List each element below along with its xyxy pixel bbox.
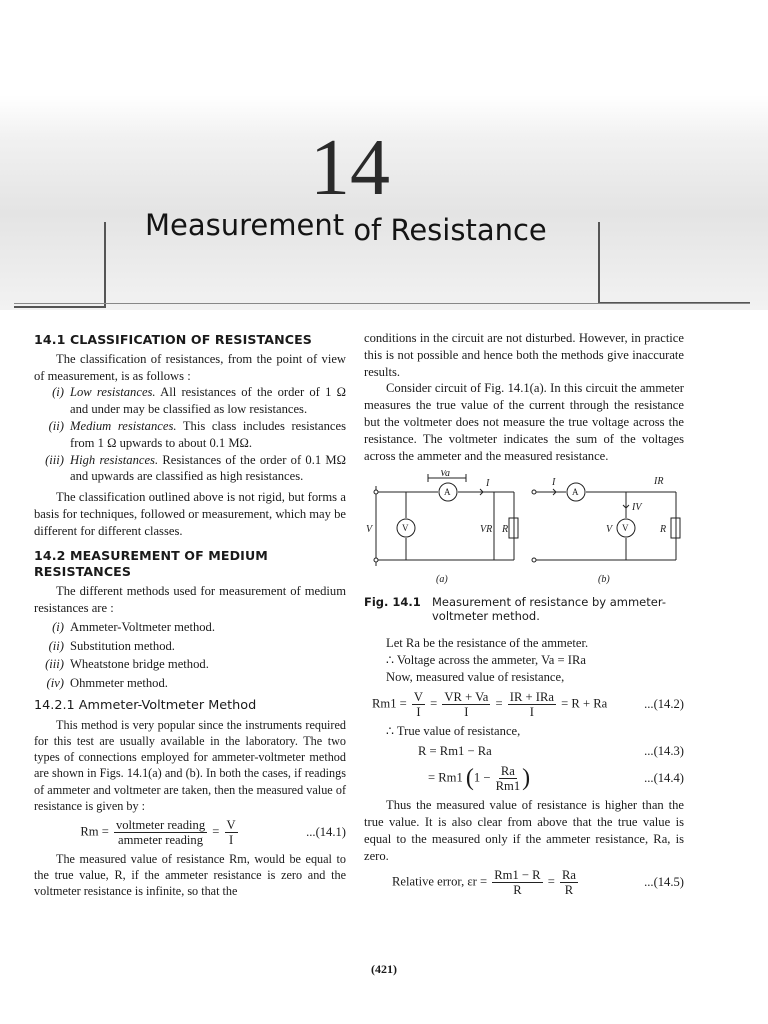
- eq-lhs: = Rm1: [428, 770, 463, 785]
- fraction: [492, 868, 542, 897]
- term: High resistances.: [70, 452, 159, 467]
- numerator: V: [413, 689, 424, 704]
- list-body: Substitution method.: [70, 638, 175, 653]
- list-body: [70, 452, 346, 486]
- figure-14-1: [364, 470, 684, 623]
- chapter-title-word1: Measurement: [145, 208, 345, 242]
- fraction: [114, 818, 207, 847]
- figure-a-label: (a): [436, 574, 448, 586]
- chapter-number: 14: [310, 124, 390, 212]
- paragraph: Now, measured value of resistance,: [386, 669, 565, 684]
- voltmeter-label: V: [402, 523, 409, 534]
- resistor-label: R: [502, 524, 509, 536]
- current-arrow: [548, 489, 556, 495]
- numerator: Rm1 − R: [494, 868, 541, 883]
- list-item: [34, 418, 346, 452]
- section-heading-14-1: 14.1 CLASSIFICATION OF RESISTANCES: [34, 332, 312, 347]
- equation-14-5: [364, 868, 684, 897]
- paragraph: ∴ True value of resistance,: [386, 723, 521, 738]
- chapter-title-word2: of Resistance: [353, 213, 547, 247]
- paragraph: The classification of resistances, from the point of view of measurement, is as follows :: [34, 351, 346, 383]
- term: Low resistances.: [70, 385, 156, 400]
- numerator: VR + Va: [444, 689, 489, 704]
- denominator: I: [229, 832, 234, 847]
- denominator: Rm1: [495, 779, 521, 794]
- list-item: [34, 384, 346, 418]
- decorative-bracket-left: [14, 222, 106, 308]
- list-item: [34, 656, 346, 673]
- denominator: R: [564, 883, 574, 898]
- numerator: Ra: [500, 764, 515, 779]
- list-number: (iii): [45, 452, 64, 467]
- paragraph: The classification outlined above is not rigid, but forms a basis for techniques, followed or measurement, which may be different for different classes.: [34, 490, 346, 538]
- equation-tag: ...(14.2): [644, 696, 684, 711]
- left-column: [34, 330, 346, 900]
- list-number: (ii): [48, 638, 64, 653]
- ammeter-label: A: [572, 487, 579, 498]
- paragraph: The different methods used for measurement of medium resistances are :: [34, 584, 346, 615]
- equation-body: Rm1 = $\frac{V}{I}$ = $\frac{VR + Va}{I}$ = $\frac{\text{IR + IRa}}{I}$ = R + Ra: [372, 689, 608, 719]
- current-label: I: [552, 477, 556, 489]
- denominator: I: [464, 704, 469, 719]
- equation-tag: ...(14.1): [306, 825, 346, 840]
- term-text: Resistances of the order of 0.1 MΩ and upwards are classified as high resistances.: [70, 452, 346, 484]
- denominator: ammeter reading: [118, 832, 204, 847]
- circuit-b: [532, 483, 680, 562]
- fraction: [412, 690, 425, 719]
- equation-body: Relative error, εr = $\frac{Rm1 - R}{R}$ = $\frac{Ra}{R}$: [392, 868, 576, 898]
- figure-caption-label: Fig. 14.1: [364, 595, 421, 610]
- fraction: [496, 764, 521, 793]
- paragraph: Consider circuit of Fig. 14.1(a). In this circuit the ammeter measures the true value of the current through the resistance but the voltmeter does not measure the true voltage across the resistance. The voltmeter indicates the sum of the voltages across the ammeter and the measured resistance.: [364, 381, 684, 463]
- list-number: (iii): [45, 657, 64, 672]
- terminal-node: [532, 558, 536, 562]
- list-item: [34, 675, 346, 692]
- equation-14-2: [364, 690, 684, 719]
- list-number: (i): [52, 385, 64, 400]
- ammeter-label: A: [444, 487, 451, 498]
- list-number: (iv): [46, 676, 64, 691]
- equation-tag: ...(14.4): [644, 771, 684, 786]
- equation-14-3: [364, 743, 684, 760]
- eq-inner: 1 −: [473, 770, 491, 785]
- list-body: [70, 384, 346, 418]
- list-item: [34, 638, 346, 655]
- denominator: I: [529, 704, 534, 719]
- list-item: [34, 619, 346, 636]
- eq-lhs: Rm1 =: [372, 695, 407, 710]
- term-text: This class includes resistances from 1 Ω upwards to about 0.1 MΩ.: [70, 418, 346, 450]
- current-label: I: [486, 478, 490, 490]
- vr-label: VR: [480, 524, 493, 536]
- iv-label: IV: [632, 502, 642, 514]
- paragraph: The measured value of resistance Rm, would be equal to the true value, R, if the ammeter resistance is zero and the voltmeter resistance is infinite, so that the: [34, 851, 346, 899]
- figure-b-label: (b): [598, 574, 610, 586]
- right-column: [364, 330, 684, 901]
- paragraph: This method is very popular since the instruments required for this test are usually available in the laboratory. The two types of connections employed for ammeter-voltmeter method are shown in Figs. 14.1(a) and (b). In both the cases, if readings of ammeter and voltmeter are taken, then the measured value of resistance is given by :: [34, 717, 346, 813]
- iv-arrow: [623, 500, 629, 508]
- va-label: Va: [440, 470, 450, 480]
- subsection-heading-14-2-1: 14.2.1 Ammeter-Voltmeter Method: [34, 697, 257, 713]
- fraction: [225, 818, 238, 847]
- denominator: R: [513, 883, 522, 898]
- resistor-label: R: [660, 524, 667, 536]
- figure-caption-text: Measurement of resistance by ammeter-voltmeter method.: [432, 595, 666, 624]
- equation-body: R = Rm1 − Ra: [418, 744, 492, 759]
- methods-list: [34, 619, 346, 692]
- circuit-a-labels: [366, 470, 508, 585]
- equation-14-4: [364, 764, 684, 793]
- equation-tag: ...(14.3): [644, 744, 684, 759]
- section-heading-14-2: 14.2 MEASUREMENT OF MEDIUM RESISTANCES: [34, 547, 268, 580]
- terminal-node: [532, 490, 536, 494]
- eq-lhs: Relative error, εr =: [392, 874, 488, 889]
- list-body: Ammeter-Voltmeter method.: [70, 619, 216, 634]
- equation-tag: ...(14.5): [644, 875, 684, 890]
- denominator: I: [416, 704, 421, 719]
- decorative-bracket-right: [598, 222, 750, 304]
- equation-body: [364, 764, 624, 793]
- equation-14-1: [34, 818, 346, 847]
- list-body: Wheatstone bridge method.: [70, 657, 209, 672]
- page-number: (421): [371, 962, 397, 976]
- paragraph: Let Ra be the resistance of the ammeter.: [386, 636, 589, 651]
- chapter-title: [145, 208, 547, 247]
- paragraph: ∴ Voltage across the ammeter, Va = IRa: [386, 652, 586, 667]
- eq-rhs: = R + Ra: [561, 695, 608, 710]
- fraction: [508, 690, 556, 719]
- list-number: (ii): [48, 418, 64, 433]
- ir-label: IR: [654, 476, 664, 488]
- fraction: [442, 690, 490, 719]
- circuit-diagram: [364, 470, 684, 588]
- terminal-node: [374, 490, 378, 494]
- voltmeter-label: V: [622, 523, 629, 534]
- numerator: voltmeter reading: [115, 817, 206, 832]
- term: Medium resistances.: [70, 418, 177, 433]
- list-body: [70, 418, 346, 452]
- bracket: ): [522, 765, 531, 792]
- fraction: [560, 868, 578, 897]
- list-item: [34, 452, 346, 486]
- list-body: Ohmmeter method.: [70, 676, 168, 691]
- list-number: (i): [52, 619, 64, 634]
- supply-voltage-label: V: [606, 524, 613, 536]
- current-arrow: [476, 489, 483, 495]
- header-rule: [14, 303, 750, 304]
- paragraph: Thus the measured value of resistance is higher than the true value. It is also clear from above that the true value is equal to the measured only if the ammeter resistance, Ra, is zero.: [364, 798, 684, 863]
- supply-voltage-label: V: [366, 524, 373, 536]
- bracket: (: [465, 765, 474, 792]
- figure-caption: [364, 595, 684, 623]
- numerator: Ra: [561, 868, 576, 883]
- numerator: IR + IRa: [509, 689, 554, 704]
- equation-body: [34, 818, 286, 847]
- numerator: V: [226, 817, 236, 832]
- eq-lhs: Rm =: [80, 824, 109, 839]
- terminal-node: [374, 558, 378, 562]
- term-text: All resistances of the order of 1 Ω and under may be classified as low resistances.: [70, 385, 347, 417]
- eq-sign: =: [212, 824, 220, 839]
- paragraph: conditions in the circuit are not disturbed. However, in practice this is not possible and hence both the methods give inaccurate results.: [364, 331, 684, 379]
